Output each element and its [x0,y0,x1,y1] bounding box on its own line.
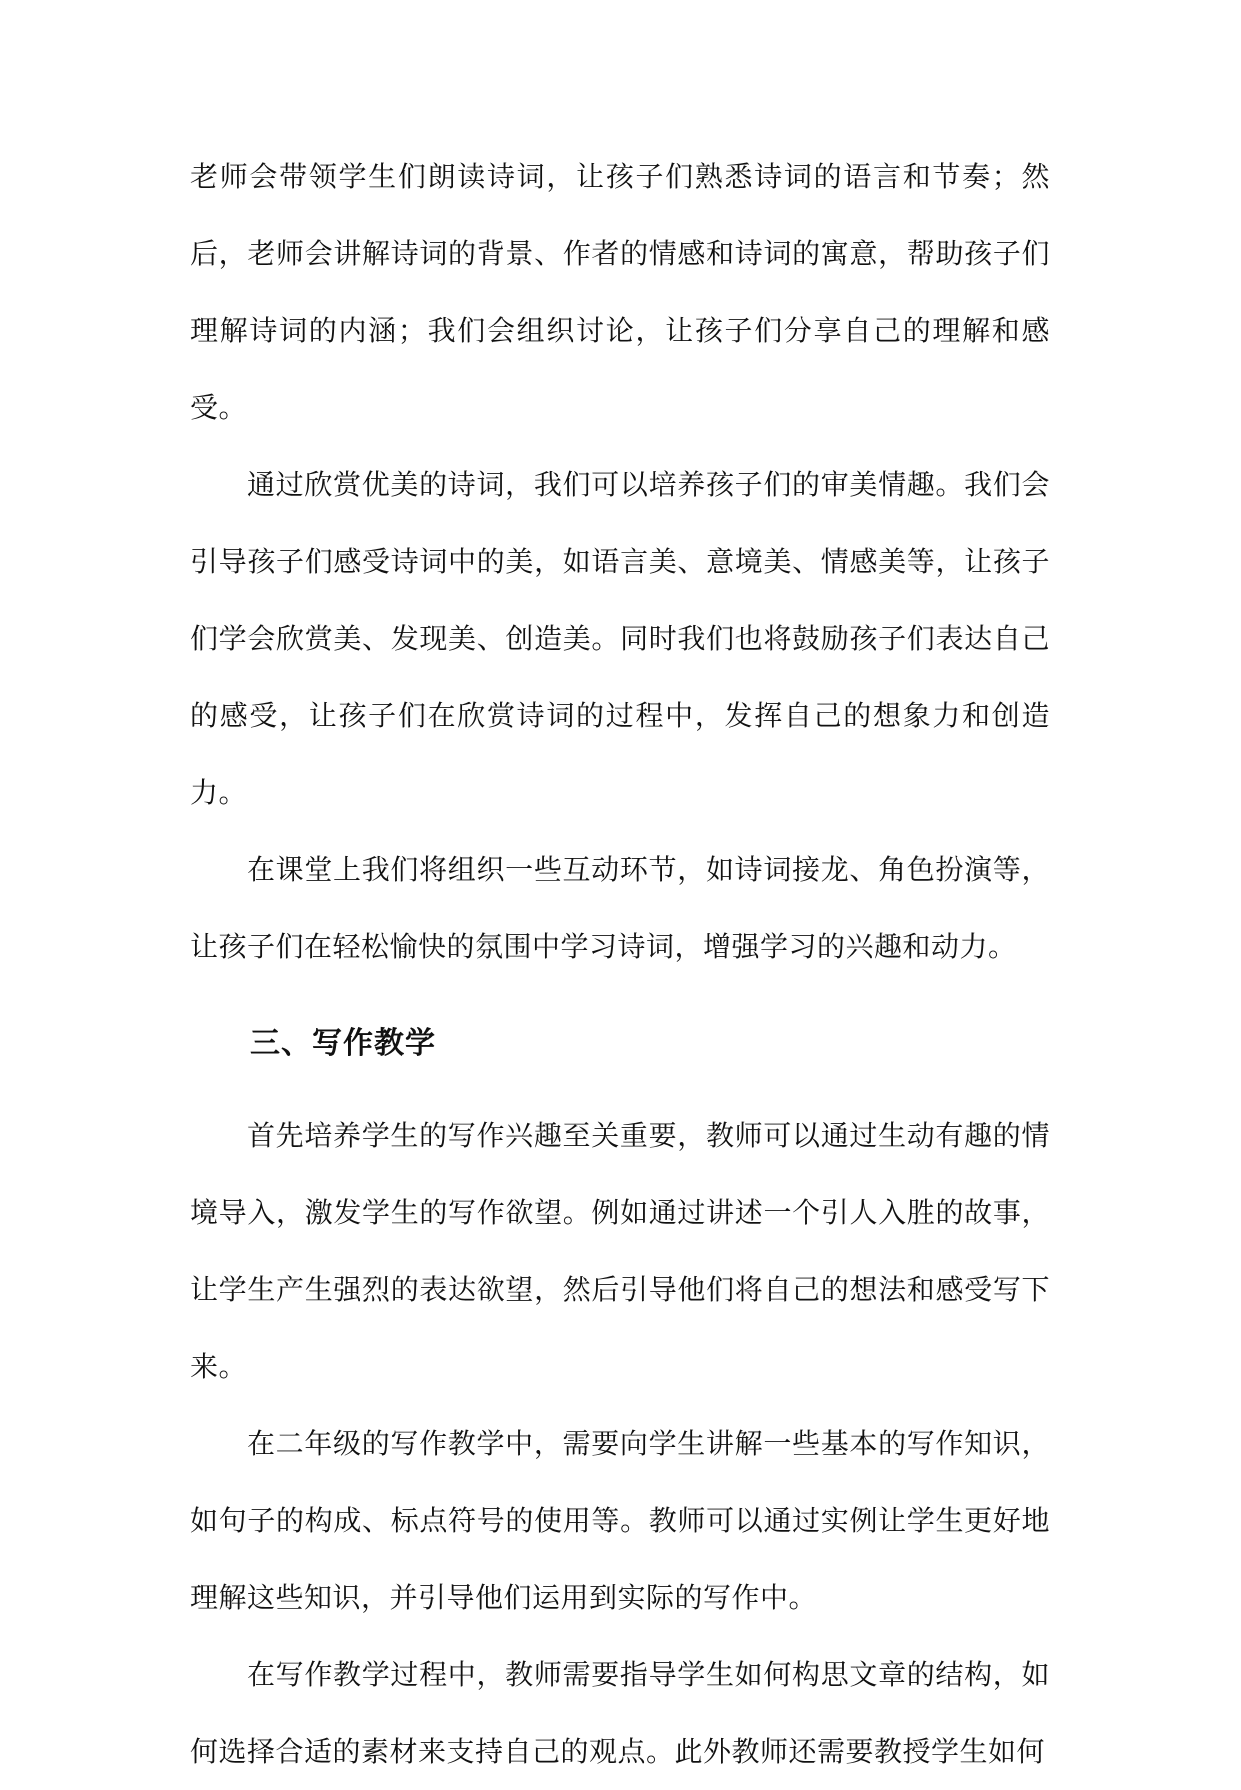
paragraph-classroom-interaction: 在课堂上我们将组织一些互动环节，如诗词接龙、角色扮演等，让孩子们在轻松愉快的氛围中学习诗词，增强学习的兴趣和动力。 [190,853,1050,963]
paragraph-writing-structure: 在写作教学过程中，教师需要指导学生如何构思文章的结构，如何选择合适的素材来支持自己的观点。此外教师还需要教授学生如何 [190,1658,1050,1768]
section-heading: 三、写作教学 [250,1026,436,1061]
paragraph-poetry-appreciation: 通过欣赏优美的诗词，我们可以培养孩子们的审美情趣。我们会引导孩子们感受诗词中的美，如语言美、意境美、情感美等，让孩子们学会欣赏美、发现美、创造美。同时我们也将鼓励孩子们表达自己的感受，让孩子们在欣赏诗词的过程中，发挥自己的想象力和创造力。 [190,468,1050,809]
paragraph-continued: 老师会带领学生们朗读诗词，让孩子们熟悉诗词的语言和节奏；然后，老师会讲解诗词的背景、作者的情感和诗词的寓意，帮助孩子们理解诗词的内涵；我们会组织讨论，让孩子们分享自己的理解和感受。 [190,160,1050,424]
paragraph-writing-knowledge: 在二年级的写作教学中，需要向学生讲解一些基本的写作知识，如句子的构成、标点符号的使用等。教师可以通过实例让学生更好地理解这些知识，并引导他们运用到实际的写作中。 [190,1427,1050,1614]
paragraph-writing-interest: 首先培养学生的写作兴趣至关重要，教师可以通过生动有趣的情境导入，激发学生的写作欲望。例如通过讲述一个引人入胜的故事，让学生产生强烈的表达欲望，然后引导他们将自己的想法和感受写下来。 [190,1119,1050,1383]
page-content [190,138,1050,1790]
